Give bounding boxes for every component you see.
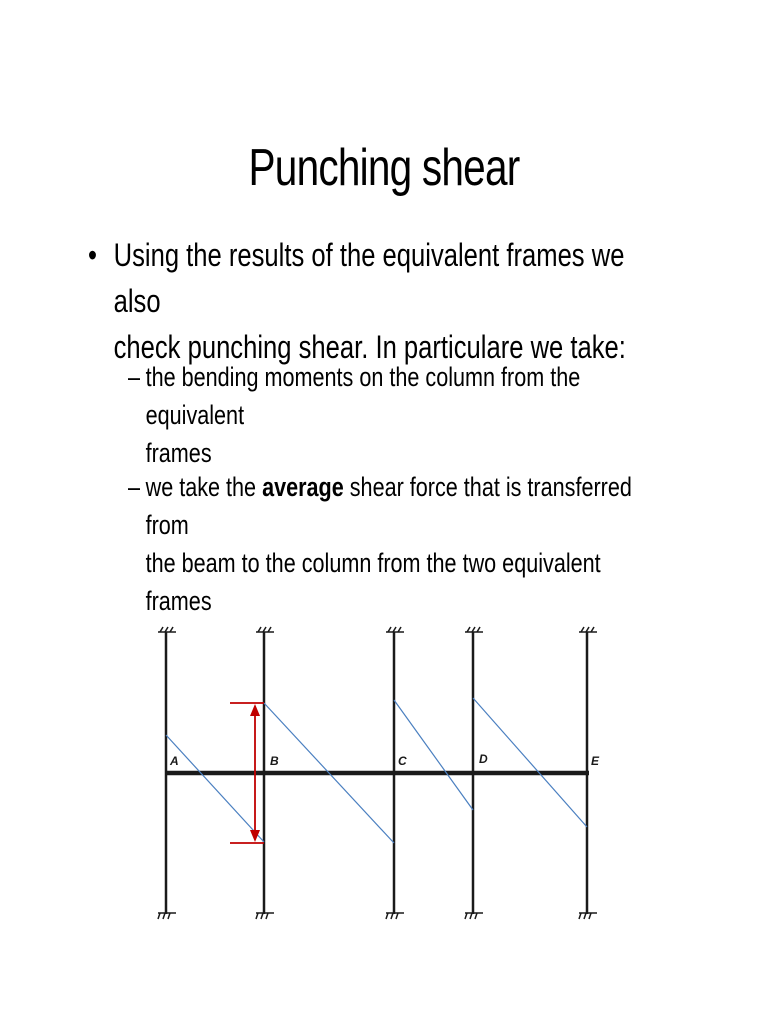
sub-bullet-line: the beam to the column from the two equivalent frames (145, 548, 601, 616)
shear-line-ab (166, 735, 264, 842)
node-labels (169, 752, 600, 768)
node-label-b: B (270, 754, 279, 768)
fixed-support-icon (256, 627, 274, 632)
sub-bullet-text: shear force that is transferred from (145, 472, 632, 540)
fixed-support-icon (465, 627, 483, 632)
shear-line-de (473, 698, 587, 827)
slide-title: Punching shear (248, 139, 520, 197)
node-label-c: C (398, 754, 407, 768)
top-supports (158, 627, 597, 632)
node-label-a: A (170, 754, 179, 768)
shear-force-lines (166, 698, 587, 843)
bullet-marker: • (88, 237, 97, 273)
sub-bullet-line: the bending moments on the column from the equivalent (145, 362, 581, 430)
sub-bullet-line: frames (145, 438, 212, 468)
node-label-d: D (479, 752, 488, 766)
bullet-line: check punching shear. In particulare we take: (113, 329, 626, 365)
fixed-support-icon (386, 627, 404, 632)
fixed-support-icon (579, 627, 597, 632)
sub-bullet-text: we take the (145, 472, 263, 502)
fixed-support-icon (158, 627, 176, 632)
bold-emphasis: average (262, 472, 344, 502)
node-label-e: E (591, 754, 600, 768)
bullet-line: Using the results of the equivalent frames we also (113, 237, 625, 319)
sub-bullet-marker: – (128, 472, 141, 502)
sub-bullet-marker: – (128, 362, 141, 392)
bottom-supports (158, 913, 597, 919)
arrow-head-up-icon (250, 704, 260, 716)
